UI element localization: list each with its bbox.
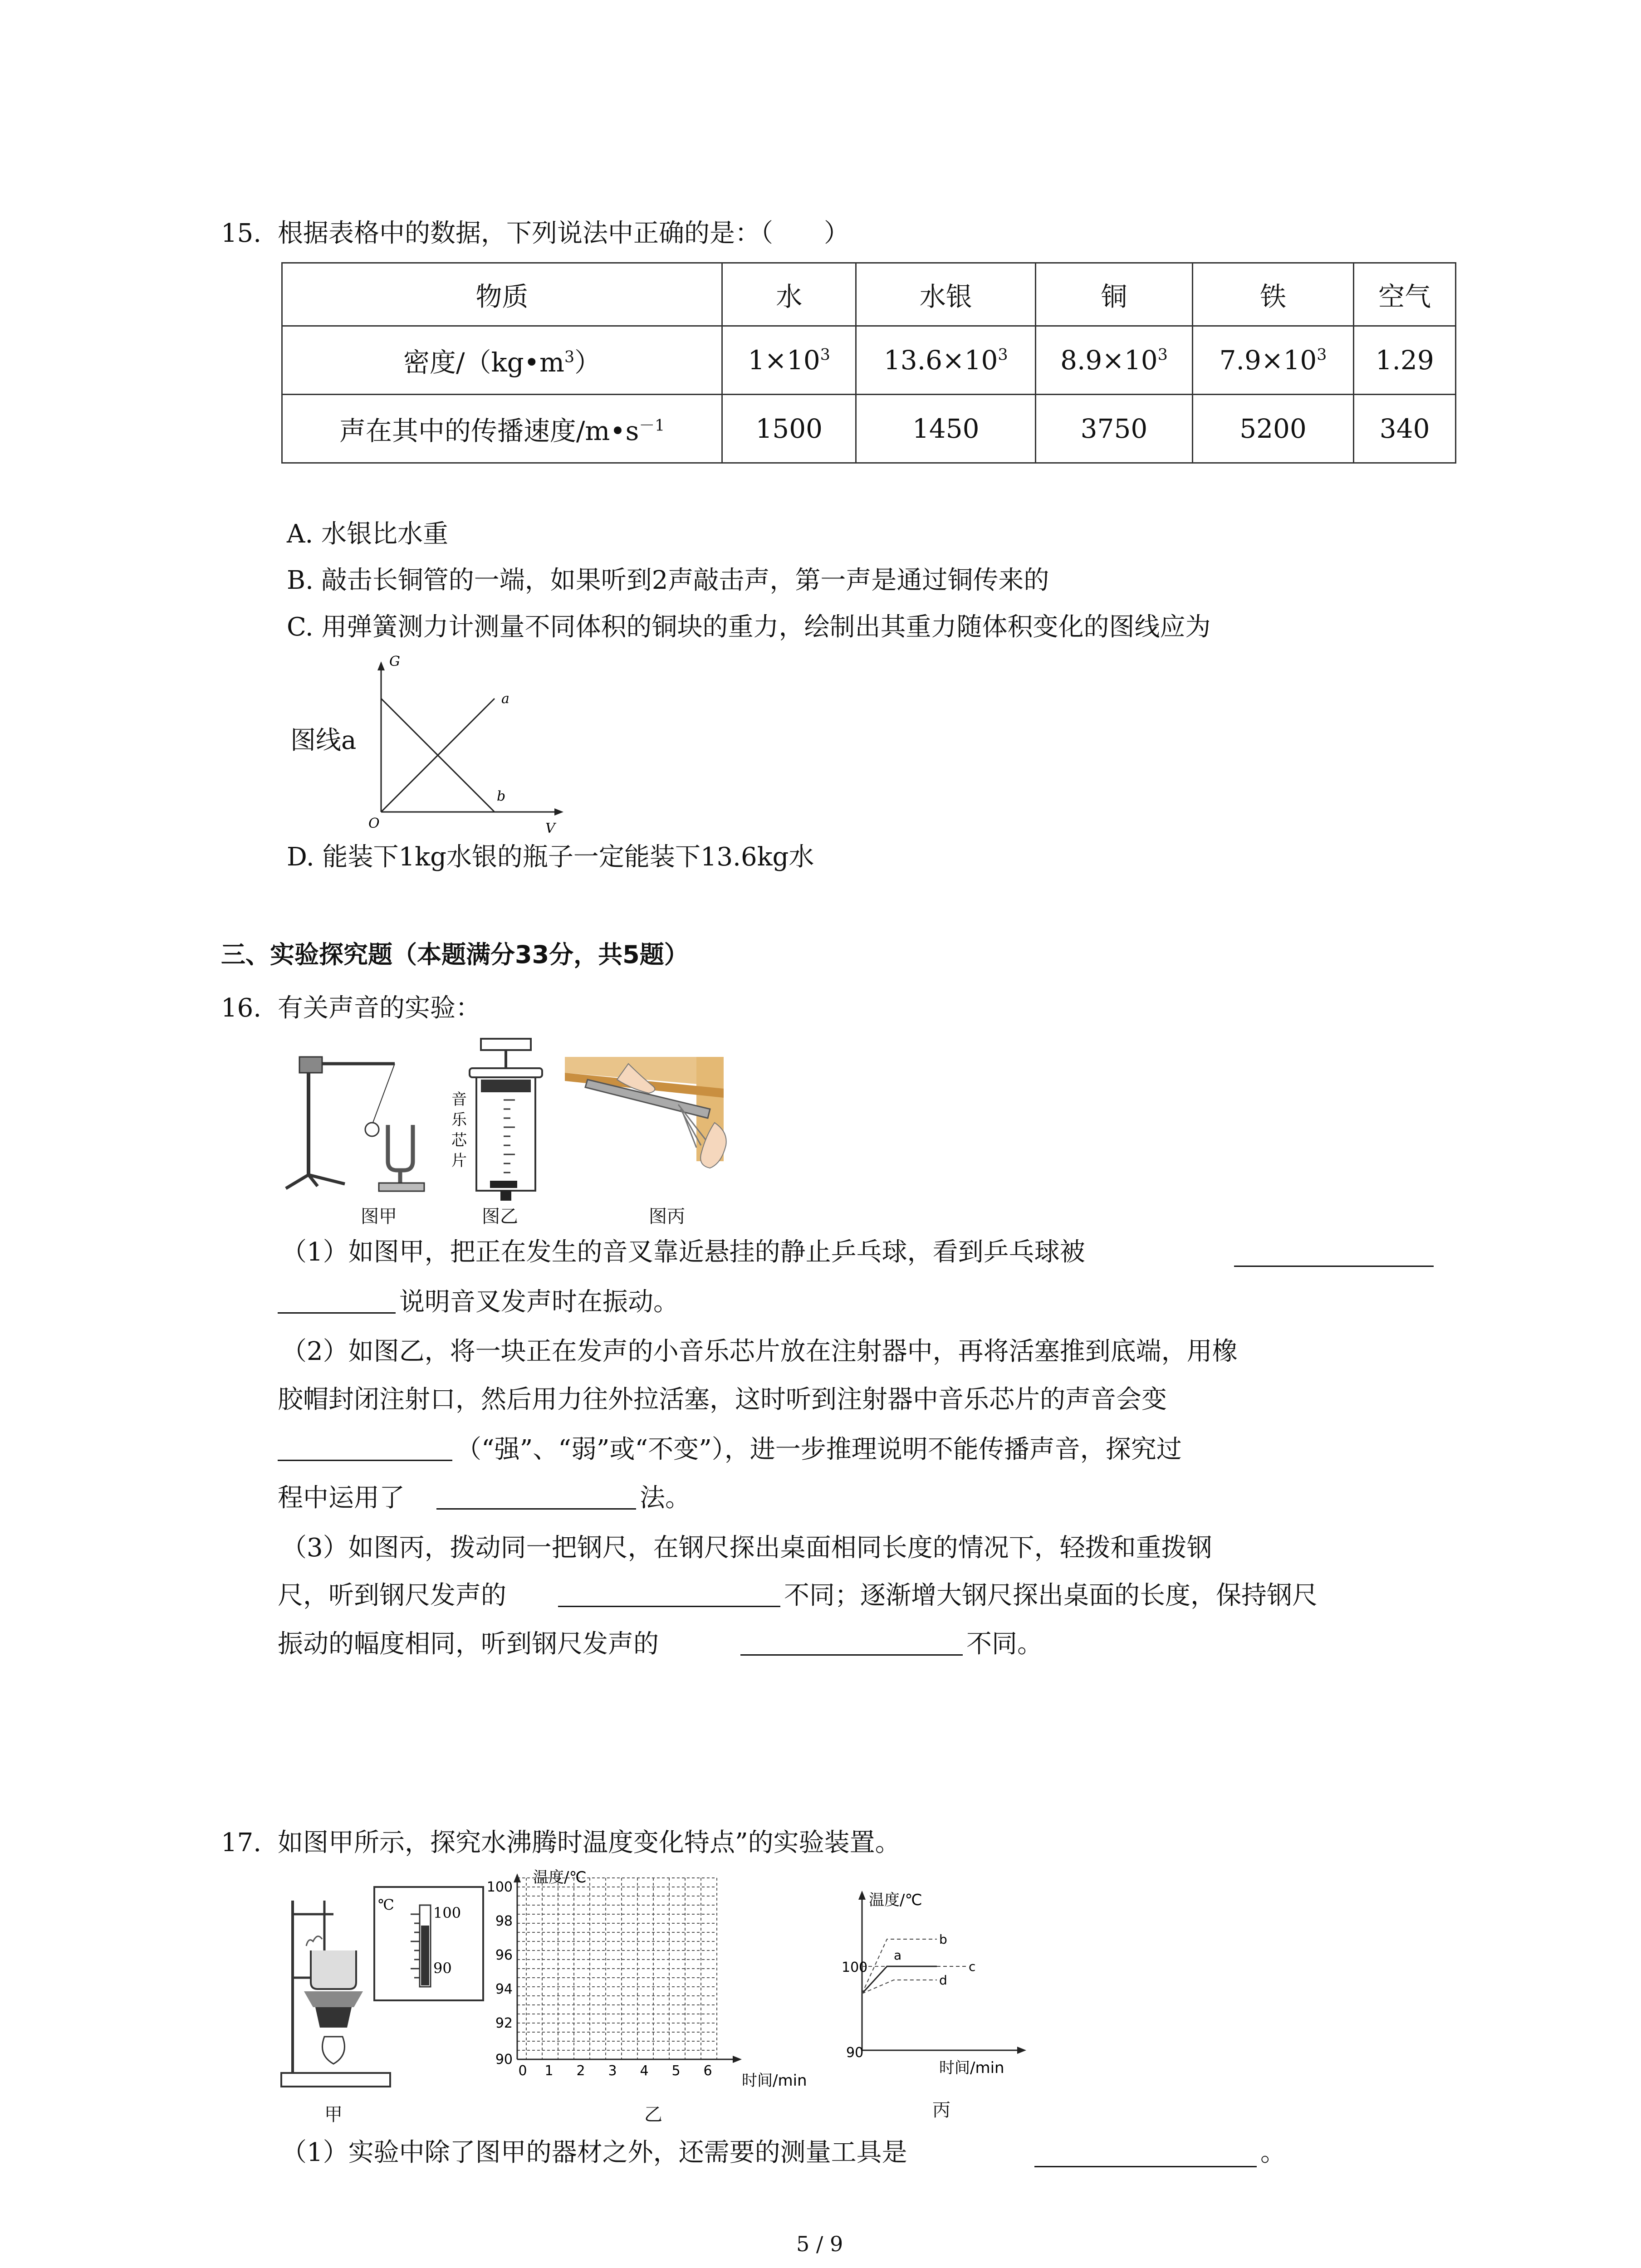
table-header-row bbox=[282, 263, 1456, 326]
fig-17-label-yi: 乙 bbox=[644, 2104, 662, 2125]
q16-number: 16. bbox=[221, 993, 262, 1023]
grid-xtick: 0 bbox=[518, 2063, 527, 2079]
graph-y-label: G bbox=[389, 654, 400, 670]
q17-blank-1[interactable] bbox=[1034, 2143, 1257, 2167]
grid-x-arrow bbox=[733, 2056, 742, 2063]
chip-label-2: 乐 bbox=[451, 1111, 467, 1129]
q16-p3-c2: 不同。 bbox=[966, 1629, 1043, 1659]
bing-label-a: a bbox=[894, 1948, 902, 1963]
density-label-sup: 3 bbox=[564, 348, 575, 367]
bing-y90: 90 bbox=[846, 2045, 864, 2061]
q16-blank-3a[interactable] bbox=[558, 1583, 780, 1607]
q16-stem: 有关声音的实验： bbox=[278, 993, 481, 1023]
page-number: 5 / 9 bbox=[796, 2232, 843, 2256]
density-label: 密度/（kg•m bbox=[403, 347, 564, 378]
q15-option-c: C. 用弹簧测力计测量不同体积的铜块的重力，绘制出其重力随体积变化的图线应为 bbox=[287, 612, 1211, 642]
q15-option-b: B. 敲击长铜管的一端，如果听到2声敲击声，第一声是通过铜传来的 bbox=[287, 566, 1049, 595]
section-title: 三、实验探究题（本题满分33分，共5题） bbox=[221, 940, 689, 969]
table-cell bbox=[1354, 326, 1456, 395]
q16-p2-c: （“强”、“弱”或“不变”），进一步推理说明不能传播声音，探究过 bbox=[456, 1435, 1182, 1464]
grid-xtick: 1 bbox=[544, 2063, 554, 2079]
q16-p3-a: （3）如图丙，拨动同一把钢尺，在钢尺探出桌面相同长度的情况下，轻拨和重拨钢 bbox=[281, 1533, 1212, 1563]
chip-label-3: 芯 bbox=[451, 1131, 467, 1149]
q15-data-table bbox=[281, 262, 1456, 464]
q16-blank-3b[interactable] bbox=[740, 1632, 963, 1656]
table-header-cell: 物质 bbox=[282, 263, 722, 326]
table-cell: 5200 bbox=[1192, 395, 1354, 463]
cell-base: 13.6×10 bbox=[883, 345, 998, 376]
q16-p2-b: 胶帽封闭注射口，然后用力往外拉活塞，这时听到注射器中音乐芯片的声音会变 bbox=[278, 1385, 1167, 1414]
grid-ytick: 100 bbox=[486, 1879, 513, 1895]
thermo-bottom: 90 bbox=[433, 1960, 452, 1977]
cell-base: 8.9×10 bbox=[1060, 345, 1158, 376]
q16-blank-2b[interactable] bbox=[436, 1486, 636, 1510]
fig-17-bing-graph bbox=[830, 1878, 1039, 2077]
graph-origin: O bbox=[368, 816, 380, 831]
cell-base: 7.9×10 bbox=[1219, 345, 1317, 376]
grid-xtick: 2 bbox=[576, 2063, 585, 2079]
table-header-cell: 铜 bbox=[1036, 263, 1193, 326]
q15-option-d: D. 能装下1kg水银的瓶子一定能装下13.6kg水 bbox=[287, 842, 814, 872]
bing-label-c: c bbox=[969, 1959, 976, 1974]
bing-x-arrow bbox=[1017, 2047, 1026, 2054]
fig-17-label-bing: 丙 bbox=[932, 2100, 950, 2121]
grid-xtick: 3 bbox=[608, 2063, 617, 2079]
q15-option-c-cont: 图线a bbox=[290, 726, 357, 755]
table-header-cell: 水银 bbox=[856, 263, 1036, 326]
table-cell: 3750 bbox=[1036, 395, 1193, 463]
cell-exp: 3 bbox=[820, 346, 830, 364]
fig-bing-ruler bbox=[560, 1055, 733, 1191]
graph-x-label: V bbox=[545, 821, 555, 836]
grid-ytick: 96 bbox=[495, 1947, 513, 1963]
cell-exp: 3 bbox=[1157, 346, 1168, 364]
table-row bbox=[282, 326, 1456, 395]
density-label-end: ） bbox=[574, 347, 601, 378]
grid-ytick: 90 bbox=[495, 2052, 513, 2068]
fig-label-yi: 图乙 bbox=[482, 1206, 518, 1227]
table-cell bbox=[1036, 326, 1193, 395]
bing-ylabel: 温度/℃ bbox=[869, 1891, 922, 1909]
q16-blank-1a[interactable] bbox=[1234, 1243, 1434, 1267]
fig-label-bing: 图丙 bbox=[649, 1206, 685, 1227]
table-cell bbox=[856, 326, 1036, 395]
fig-yi-syringe bbox=[442, 1036, 547, 1218]
grid-ylabel: 温度/℃ bbox=[533, 1868, 587, 1887]
chip-label-1: 音 bbox=[451, 1090, 467, 1109]
q16-p3-c1: 振动的幅度相同，听到钢尺发声的 bbox=[278, 1629, 659, 1659]
fig-label-jia: 图甲 bbox=[361, 1206, 397, 1227]
fig-jia-tuning-fork bbox=[281, 1039, 445, 1202]
fig-17-jia-apparatus bbox=[279, 1882, 488, 2091]
q16-blank-1b[interactable] bbox=[278, 1290, 396, 1314]
density-label-cell bbox=[282, 326, 722, 395]
q17-stem: 如图甲所示，探究水沸腾时温度变化特点”的实验装置。 bbox=[278, 1828, 901, 1857]
table-header-cell: 水 bbox=[722, 263, 856, 326]
bing-xlabel: 时间/min bbox=[939, 2059, 1004, 2077]
bing-label-d: d bbox=[939, 1973, 947, 1988]
bing-label-b: b bbox=[939, 1932, 947, 1947]
thermo-unit: ℃ bbox=[378, 1896, 394, 1913]
table-cell: 1450 bbox=[856, 395, 1036, 463]
grid-xtick: 5 bbox=[671, 2063, 681, 2079]
cell-base: 1×10 bbox=[748, 345, 820, 376]
table-cell bbox=[722, 326, 856, 395]
table-row bbox=[282, 395, 1456, 463]
q16-p2-a: （2）如图乙，将一块正在发声的小音乐芯片放在注射器中，再将活塞推到底端，用橡 bbox=[281, 1337, 1238, 1366]
q16-p2-d2: 法。 bbox=[640, 1483, 691, 1513]
table-header-cell: 空气 bbox=[1354, 263, 1456, 326]
table-cell: 340 bbox=[1354, 395, 1456, 463]
grid-ytick: 98 bbox=[495, 1913, 513, 1929]
q15-gv-graph bbox=[358, 653, 576, 844]
thermo-top: 100 bbox=[433, 1904, 461, 1921]
chip-label-4: 片 bbox=[451, 1152, 467, 1170]
speed-label-sup: －1 bbox=[639, 416, 665, 435]
bing-y-arrow bbox=[858, 1891, 866, 1900]
q16-p2-d1: 程中运用了 bbox=[278, 1483, 405, 1513]
speed-label: 声在其中的传播速度/m•s bbox=[339, 415, 639, 446]
q15-stem: 根据表格中的数据，下列说法中正确的是：（ ） bbox=[278, 219, 849, 248]
q15-option-a: A. 水银比水重 bbox=[287, 519, 449, 549]
q15-number: 15. bbox=[221, 219, 262, 248]
q16-blank-2a[interactable] bbox=[278, 1437, 452, 1461]
q16-p1-b: 说明音叉发声时在振动。 bbox=[399, 1287, 679, 1317]
bing-y100: 100 bbox=[842, 1960, 868, 1975]
q17-number: 17. bbox=[221, 1828, 262, 1857]
table-cell bbox=[1192, 326, 1354, 395]
x-axis-arrow bbox=[554, 808, 563, 816]
speed-label-cell bbox=[282, 395, 722, 463]
grid-xtick: 4 bbox=[640, 2063, 649, 2079]
grid-xtick: 6 bbox=[703, 2063, 712, 2079]
y-axis-arrow bbox=[377, 661, 385, 670]
graph-line-b-label: b bbox=[497, 788, 506, 804]
q16-p3-b1: 尺，听到钢尺发声的 bbox=[278, 1581, 506, 1610]
graph-line-a-label: a bbox=[501, 691, 509, 707]
grid-ytick: 92 bbox=[495, 2015, 513, 2031]
cell-base: 1.29 bbox=[1375, 345, 1434, 376]
grid-ytick: 94 bbox=[495, 1981, 513, 1997]
fig-17-yi-grid bbox=[486, 1868, 826, 2096]
q16-p3-b2: 不同；逐渐增大钢尺探出桌面的长度，保持钢尺 bbox=[784, 1581, 1318, 1610]
q17-p1-b: 。 bbox=[1260, 2138, 1286, 2167]
q17-p1-a: （1）实验中除了图甲的器材之外，还需要的测量工具是 bbox=[281, 2138, 907, 2167]
fig-17-label-jia: 甲 bbox=[324, 2104, 343, 2125]
q16-p1-a: （1）如图甲，把正在发生的音叉靠近悬挂的静止乒乓球，看到乒乓球被 bbox=[281, 1237, 1085, 1267]
table-cell: 1500 bbox=[722, 395, 856, 463]
table-header-cell: 铁 bbox=[1192, 263, 1354, 326]
cell-exp: 3 bbox=[998, 346, 1008, 364]
cell-exp: 3 bbox=[1317, 346, 1327, 364]
grid-xlabel: 时间/min bbox=[742, 2072, 807, 2090]
